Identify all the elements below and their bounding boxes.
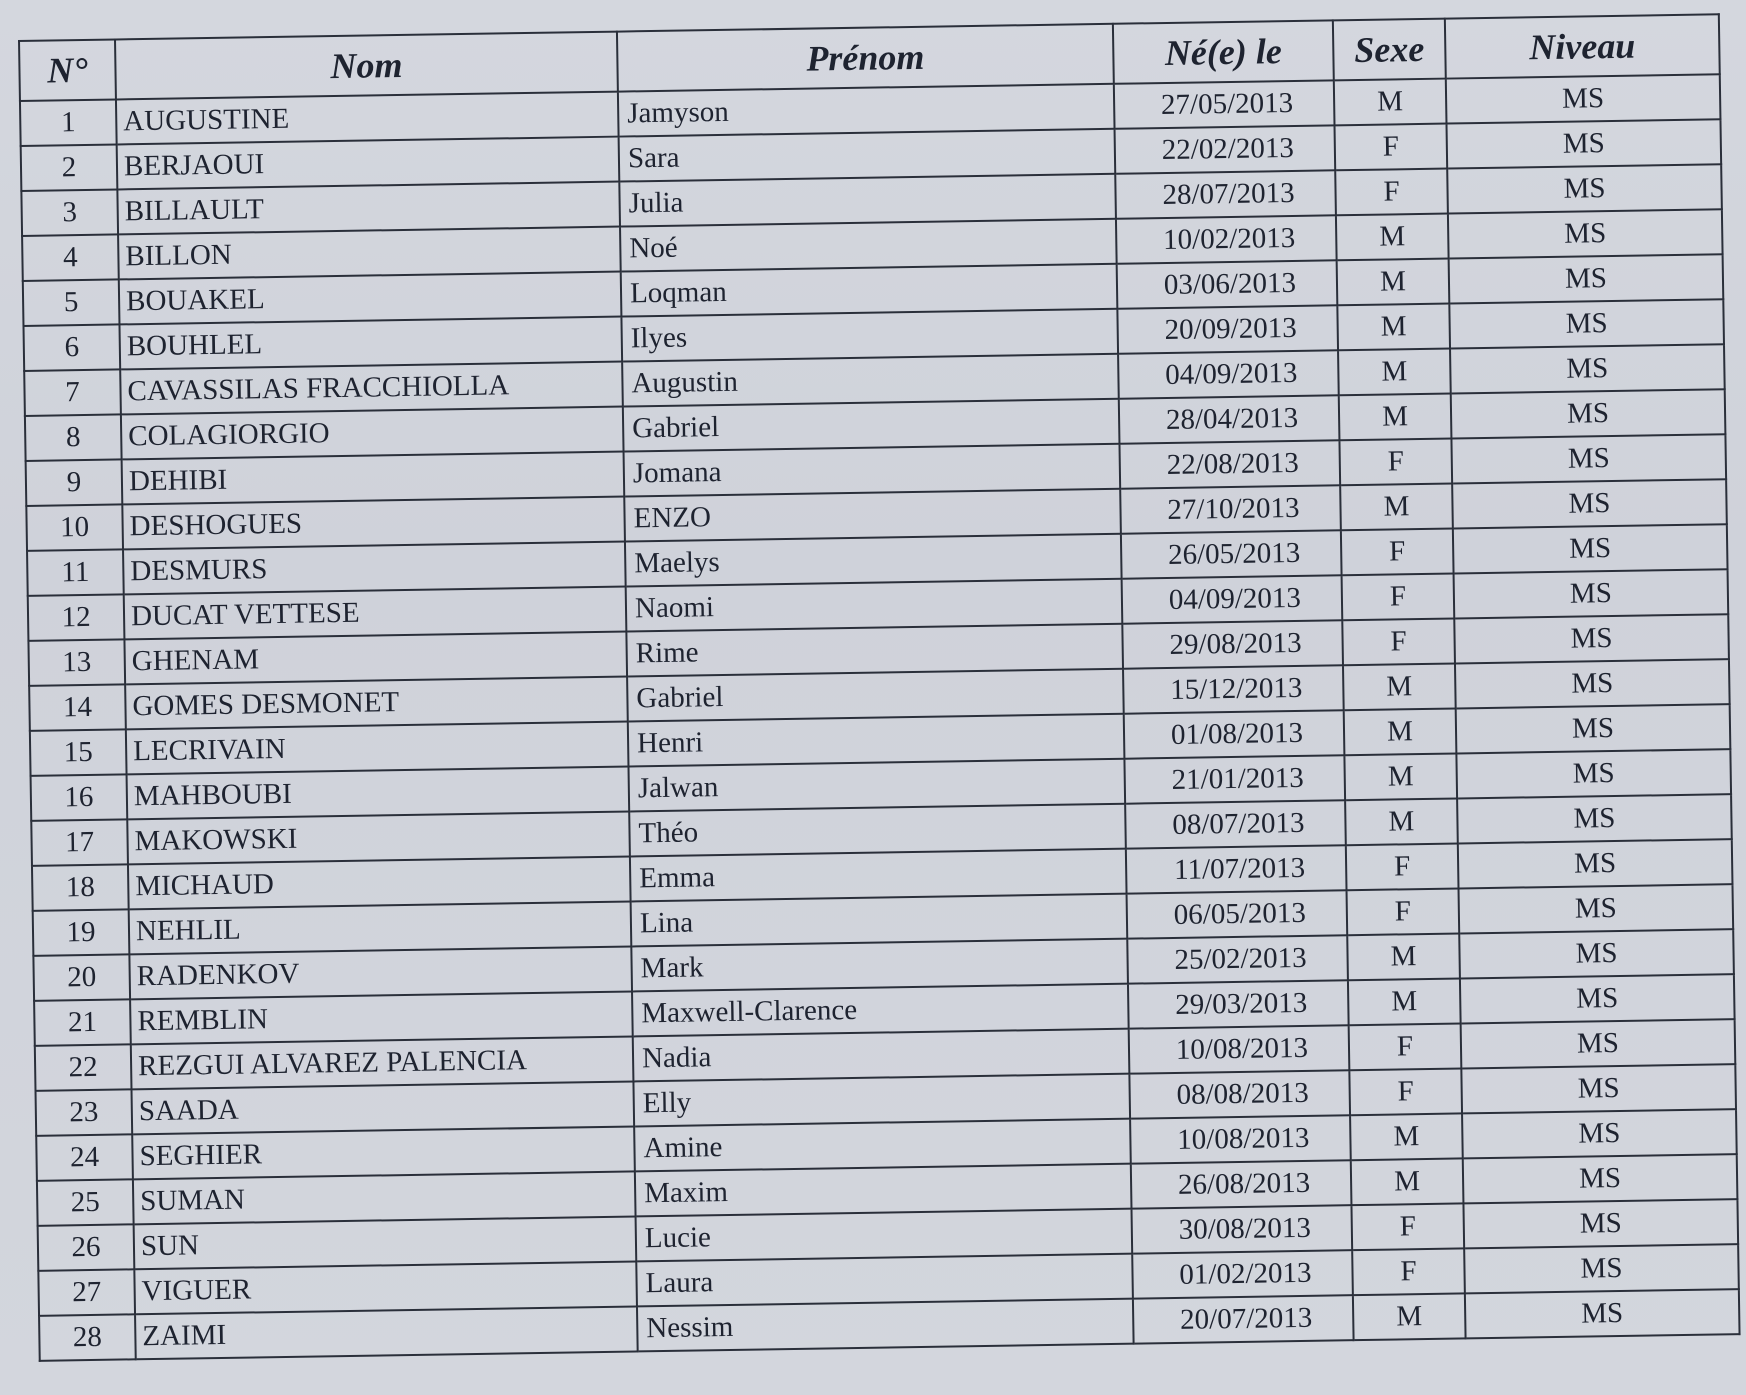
sex-cell: M: [1345, 798, 1458, 845]
sex-cell: F: [1339, 439, 1452, 486]
first-name-cell: Ilyes: [621, 309, 1118, 362]
birth-date-cell: 27/10/2013: [1120, 485, 1341, 533]
first-name-cell: Gabriel: [623, 399, 1120, 452]
row-number: 3: [21, 189, 118, 236]
birth-date-cell: 03/06/2013: [1117, 260, 1338, 308]
birth-date-cell: 08/07/2013: [1125, 800, 1346, 848]
row-number: 24: [36, 1134, 133, 1181]
first-name-cell: Henri: [628, 714, 1125, 767]
last-name-cell: REMBLIN: [130, 991, 633, 1044]
sex-cell: M: [1336, 214, 1449, 261]
birth-date-cell: 22/02/2013: [1115, 125, 1336, 173]
row-number: 8: [25, 414, 122, 461]
row-number: 6: [23, 324, 120, 371]
sex-cell: F: [1349, 1068, 1462, 1115]
birth-date-cell: 25/02/2013: [1127, 935, 1348, 983]
sex-cell: F: [1352, 1248, 1465, 1295]
sex-cell: M: [1338, 349, 1451, 396]
birth-date-cell: 22/08/2013: [1119, 440, 1340, 488]
birth-date-cell: 04/09/2013: [1122, 575, 1343, 623]
last-name-cell: SUN: [134, 1216, 637, 1269]
row-number: 1: [20, 99, 117, 146]
level-cell: MS: [1455, 659, 1730, 708]
level-cell: MS: [1452, 479, 1727, 528]
birth-date-cell: 20/09/2013: [1117, 305, 1338, 353]
level-cell: MS: [1456, 749, 1731, 798]
sex-cell: M: [1344, 709, 1457, 756]
birth-date-cell: 10/08/2013: [1130, 1115, 1351, 1163]
level-cell: MS: [1454, 569, 1729, 618]
row-number: 17: [31, 819, 128, 866]
row-number: 26: [38, 1224, 135, 1271]
sex-cell: F: [1351, 1203, 1464, 1250]
header-last-name: Nom: [115, 32, 618, 100]
sex-cell: M: [1339, 394, 1452, 441]
birth-date-cell: 29/03/2013: [1128, 980, 1349, 1028]
birth-date-cell: 06/05/2013: [1127, 890, 1348, 938]
first-name-cell: Jomana: [624, 444, 1121, 497]
level-cell: MS: [1461, 1019, 1736, 1068]
level-cell: MS: [1446, 119, 1721, 168]
birth-date-cell: 26/05/2013: [1121, 530, 1342, 578]
student-table: [18, 13, 1741, 1362]
last-name-cell: AUGUSTINE: [116, 92, 619, 145]
level-cell: MS: [1465, 1289, 1740, 1338]
level-cell: MS: [1449, 254, 1724, 303]
level-cell: MS: [1459, 929, 1734, 978]
row-number: 2: [21, 144, 118, 191]
first-name-cell: Elly: [633, 1074, 1130, 1127]
level-cell: MS: [1460, 974, 1735, 1023]
level-cell: MS: [1457, 794, 1732, 843]
first-name-cell: Lina: [631, 894, 1128, 947]
level-cell: MS: [1463, 1154, 1738, 1203]
sex-cell: M: [1343, 664, 1456, 711]
last-name-cell: REZGUI ALVAREZ PALENCIA: [131, 1036, 634, 1089]
sex-cell: F: [1335, 124, 1448, 171]
first-name-cell: Gabriel: [627, 669, 1124, 722]
birth-date-cell: 04/09/2013: [1118, 350, 1339, 398]
sex-cell: F: [1346, 843, 1459, 890]
first-name-cell: Nadia: [633, 1029, 1130, 1082]
birth-date-cell: 15/12/2013: [1123, 665, 1344, 713]
first-name-cell: ENZO: [624, 489, 1121, 542]
last-name-cell: DEHIBI: [122, 452, 625, 505]
last-name-cell: BOUHLEL: [119, 317, 622, 370]
first-name-cell: Théo: [629, 804, 1126, 857]
header-number: N°: [19, 39, 116, 101]
last-name-cell: MAKOWSKI: [127, 811, 630, 864]
first-name-cell: Loqman: [621, 264, 1118, 317]
level-cell: MS: [1456, 704, 1731, 753]
sex-cell: F: [1349, 1023, 1462, 1070]
first-name-cell: Naomi: [626, 579, 1123, 632]
sex-cell: F: [1335, 169, 1448, 216]
last-name-cell: BOUAKEL: [119, 272, 622, 325]
first-name-cell: Mark: [631, 939, 1128, 992]
row-number: 23: [36, 1089, 133, 1136]
row-number: 18: [32, 864, 129, 911]
last-name-cell: SAADA: [131, 1081, 634, 1134]
sex-cell: F: [1342, 619, 1455, 666]
first-name-cell: Julia: [619, 174, 1116, 227]
level-cell: MS: [1451, 389, 1726, 438]
first-name-cell: Lucie: [636, 1209, 1133, 1262]
level-cell: MS: [1462, 1109, 1737, 1158]
sex-cell: M: [1348, 978, 1461, 1025]
birth-date-cell: 10/08/2013: [1129, 1025, 1350, 1073]
row-number: 11: [27, 549, 124, 596]
row-number: 19: [33, 909, 130, 956]
level-cell: MS: [1454, 614, 1729, 663]
sex-cell: M: [1344, 753, 1457, 800]
sex-cell: M: [1334, 79, 1447, 126]
birth-date-cell: 08/08/2013: [1129, 1070, 1350, 1118]
level-cell: MS: [1459, 884, 1734, 933]
last-name-cell: SUMAN: [133, 1171, 636, 1224]
row-number: 12: [28, 594, 125, 641]
last-name-cell: DUCAT VETTESE: [124, 587, 627, 640]
header-level: Niveau: [1445, 14, 1720, 78]
level-cell: MS: [1451, 434, 1726, 483]
row-number: 28: [39, 1314, 136, 1361]
row-number: 9: [26, 459, 123, 506]
row-number: 22: [35, 1044, 132, 1091]
last-name-cell: MICHAUD: [128, 856, 631, 909]
birth-date-cell: 27/05/2013: [1114, 80, 1335, 128]
last-name-cell: BILLAULT: [117, 182, 620, 235]
level-cell: MS: [1449, 299, 1724, 348]
birth-date-cell: 29/08/2013: [1122, 620, 1343, 668]
row-number: 16: [31, 774, 128, 821]
last-name-cell: MAHBOUBI: [127, 767, 630, 820]
birth-date-cell: 20/07/2013: [1133, 1295, 1354, 1343]
birth-date-cell: 26/08/2013: [1131, 1160, 1352, 1208]
first-name-cell: Sara: [619, 129, 1116, 182]
class-list: [18, 13, 1739, 1362]
first-name-cell: Maxim: [635, 1164, 1132, 1217]
level-cell: MS: [1453, 524, 1728, 573]
first-name-cell: Rime: [626, 624, 1123, 677]
row-number: 5: [23, 279, 120, 326]
row-number: 20: [33, 954, 130, 1001]
header-first-name: Prénom: [617, 24, 1114, 92]
last-name-cell: BILLON: [118, 227, 621, 280]
last-name-cell: NEHLIL: [129, 901, 632, 954]
first-name-cell: Augustin: [622, 354, 1119, 407]
sex-cell: M: [1351, 1158, 1464, 1205]
last-name-cell: BERJAOUI: [117, 137, 620, 190]
sex-cell: M: [1353, 1293, 1466, 1340]
sex-cell: F: [1341, 529, 1454, 576]
birth-date-cell: 01/02/2013: [1132, 1250, 1353, 1298]
row-number: 7: [24, 369, 121, 416]
first-name-cell: Laura: [636, 1254, 1133, 1307]
last-name-cell: DESHOGUES: [122, 497, 625, 550]
birth-date-cell: 30/08/2013: [1131, 1205, 1352, 1253]
last-name-cell: DESMURS: [123, 542, 626, 595]
last-name-cell: ZAIMI: [135, 1306, 638, 1359]
sex-cell: M: [1337, 259, 1450, 306]
last-name-cell: SEGHIER: [132, 1126, 635, 1179]
level-cell: MS: [1447, 164, 1722, 213]
level-cell: MS: [1448, 209, 1723, 258]
level-cell: MS: [1450, 344, 1725, 393]
first-name-cell: Noé: [620, 219, 1117, 272]
first-name-cell: Nessim: [637, 1299, 1134, 1352]
birth-date-cell: 01/08/2013: [1124, 710, 1345, 758]
sex-cell: F: [1347, 888, 1460, 935]
sex-cell: M: [1340, 484, 1453, 531]
first-name-cell: Maelys: [625, 534, 1122, 587]
last-name-cell: COLAGIORGIO: [121, 407, 624, 460]
row-number: 27: [38, 1269, 135, 1316]
row-number: 25: [37, 1179, 134, 1226]
level-cell: MS: [1446, 74, 1721, 123]
last-name-cell: CAVASSILAS FRACCHIOLLA: [120, 362, 623, 415]
first-name-cell: Jamyson: [618, 84, 1115, 137]
level-cell: MS: [1461, 1064, 1736, 1113]
birth-date-cell: 28/04/2013: [1119, 395, 1340, 443]
row-number: 15: [30, 729, 127, 776]
birth-date-cell: 21/01/2013: [1124, 755, 1345, 803]
first-name-cell: Maxwell-Clarence: [632, 984, 1129, 1037]
last-name-cell: VIGUER: [134, 1261, 637, 1314]
row-number: 4: [22, 234, 119, 281]
first-name-cell: Amine: [634, 1119, 1131, 1172]
header-birth-date: Né(e) le: [1113, 20, 1334, 83]
birth-date-cell: 28/07/2013: [1115, 170, 1336, 218]
sex-cell: F: [1342, 574, 1455, 621]
level-cell: MS: [1463, 1199, 1738, 1248]
last-name-cell: GHENAM: [124, 632, 627, 685]
sex-cell: M: [1337, 304, 1450, 351]
sex-cell: M: [1350, 1113, 1463, 1160]
last-name-cell: RADENKOV: [129, 946, 632, 999]
level-cell: MS: [1458, 839, 1733, 888]
first-name-cell: Emma: [630, 849, 1127, 902]
header-sex: Sexe: [1333, 19, 1446, 81]
birth-date-cell: 11/07/2013: [1126, 845, 1347, 893]
row-number: 14: [29, 684, 126, 731]
sex-cell: M: [1347, 933, 1460, 980]
last-name-cell: GOMES DESMONET: [125, 677, 628, 730]
level-cell: MS: [1464, 1244, 1739, 1293]
first-name-cell: Jalwan: [628, 759, 1125, 812]
row-number: 10: [26, 504, 123, 551]
birth-date-cell: 10/02/2013: [1116, 215, 1337, 263]
table-body: [20, 74, 1740, 1361]
row-number: 21: [34, 999, 131, 1046]
last-name-cell: LECRIVAIN: [126, 722, 629, 775]
row-number: 13: [28, 639, 125, 686]
